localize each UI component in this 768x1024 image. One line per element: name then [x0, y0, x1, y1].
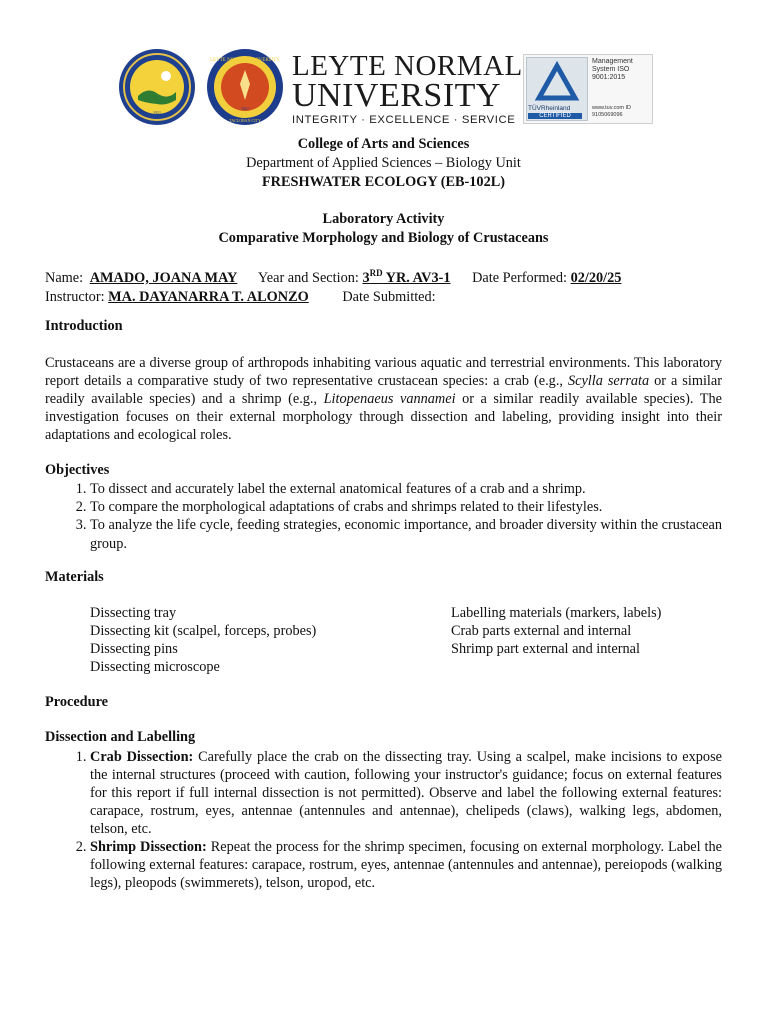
- materials-heading: Materials: [45, 569, 104, 585]
- list-item: 2. To compare the morphological adaptations of crabs and shrimps related to their lifestyles.: [90, 498, 722, 516]
- tuv-certified: CERTIFIED: [528, 113, 582, 119]
- seal2-year: 1921: [241, 106, 249, 111]
- cert-web: www.tuv.com ID 9105069096: [592, 105, 632, 118]
- procedure-heading: Procedure: [45, 694, 108, 710]
- name-value: AMADO, JOANA MAY: [89, 269, 238, 286]
- date-performed-label: Date Performed:: [472, 269, 567, 286]
- student-info: [45, 264, 722, 307]
- instructor-value: MA. DAYANARRA T. ALONZO: [108, 288, 309, 305]
- university-motto: INTEGRITY · EXCELLENCE · SERVICE: [292, 114, 516, 126]
- title-block: [45, 135, 722, 248]
- date-submitted-label: Date Submitted:: [342, 288, 436, 305]
- cert-system: Management System ISO 9001:2015: [592, 58, 633, 81]
- department-title: Department of Applied Sciences – Biology Unit: [246, 155, 521, 171]
- college-seal-logo: [118, 48, 196, 126]
- seal2-city: TACLOBAN CITY: [229, 118, 261, 123]
- procedure-subheading: Dissection and Labelling: [45, 729, 196, 745]
- section-value: 3RD YR. AV3-1: [362, 268, 451, 286]
- seal1-year: 1921: [153, 110, 161, 115]
- list-item: 3. To analyze the life cycle, feeding strategies, economic importance, and broader diversity within the crustacean group.: [90, 516, 722, 554]
- activity-title: Comparative Morphology and Biology of Crustaceans: [218, 230, 549, 246]
- course-title: FRESHWATER ECOLOGY (EB-102L): [261, 174, 506, 190]
- college-title: College of Arts and Sciences: [297, 136, 470, 152]
- instructor-label: Instructor:: [45, 288, 105, 305]
- university-name-line1: LEYTE NORMAL: [292, 50, 523, 82]
- tuv-brand: TÜVRheinland: [528, 105, 571, 112]
- list-item: Dissecting tray: [90, 605, 177, 621]
- university-name-line2: UNIVERSITY: [292, 77, 501, 114]
- iso-certification-badge: [523, 54, 653, 124]
- activity-label: Laboratory Activity: [322, 211, 445, 227]
- university-seal-logo: [206, 48, 284, 126]
- section-label: Year and Section:: [257, 269, 359, 286]
- list-item: Shrimp part external and internal: [451, 641, 640, 657]
- introduction-paragraph: Crustaceans are a diverse group of arthropods inhabiting various aquatic and terrestrial environments. This laboratory report details a comparative study of two representative crustacean species: a crab (e.g., Scylla serrata or a similar readily available species) and a shrimp (e.g., Litopenaeus vannamei or a similar readily available species). The investigation focuses on their external morphology through dissection and labeling, providing insight into their adaptations and ecological roles.: [45, 355, 722, 443]
- name-label: Name:: [45, 269, 84, 286]
- letterhead: [118, 48, 658, 128]
- list-item: 2. Shrimp Dissection: Repeat the process for the shrimp specimen, focusing on external morphology. Label the following external features: carapace, rostrum, eyes, antennae (antennules and antennae), pereiopods (walking legs), pleopods (swimmerets), telson, uropod, etc.: [90, 838, 722, 892]
- date-performed-value: 02/20/25: [570, 269, 622, 286]
- seal2-text: LEYTE NORMAL UNIVERSITY: [210, 58, 280, 63]
- list-item: Labelling materials (markers, labels): [451, 605, 662, 621]
- objectives-list: [45, 480, 722, 554]
- list-item: 1. To dissect and accurately label the external anatomical features of a crab and a shrimp.: [90, 480, 722, 498]
- list-item: Crab parts external and internal: [451, 623, 632, 639]
- procedure-steps: [45, 748, 722, 892]
- list-item: Dissecting microscope: [90, 659, 220, 675]
- triangle-icon: [527, 58, 587, 106]
- university-wordmark: [292, 50, 523, 126]
- list-item: 1. Crab Dissection: Carefully place the crab on the dissecting tray. Using a scalpel, make incisions to expose the internal structures (proceed with caution, following your instructor's guidance; focus on external features for this report if full internal dissection is not permitted). Observe and label the following external features: carapace, rostrum, eyes, antennae (antennules and antennae), chelipeds (claws), walking legs, abdomen, telson, etc.: [90, 748, 722, 838]
- list-item: Dissecting kit (scalpel, forceps, probes): [90, 623, 317, 639]
- objectives-heading: Objectives: [45, 462, 110, 478]
- introduction-heading: Introduction: [45, 318, 123, 334]
- list-item: Dissecting pins: [90, 641, 178, 657]
